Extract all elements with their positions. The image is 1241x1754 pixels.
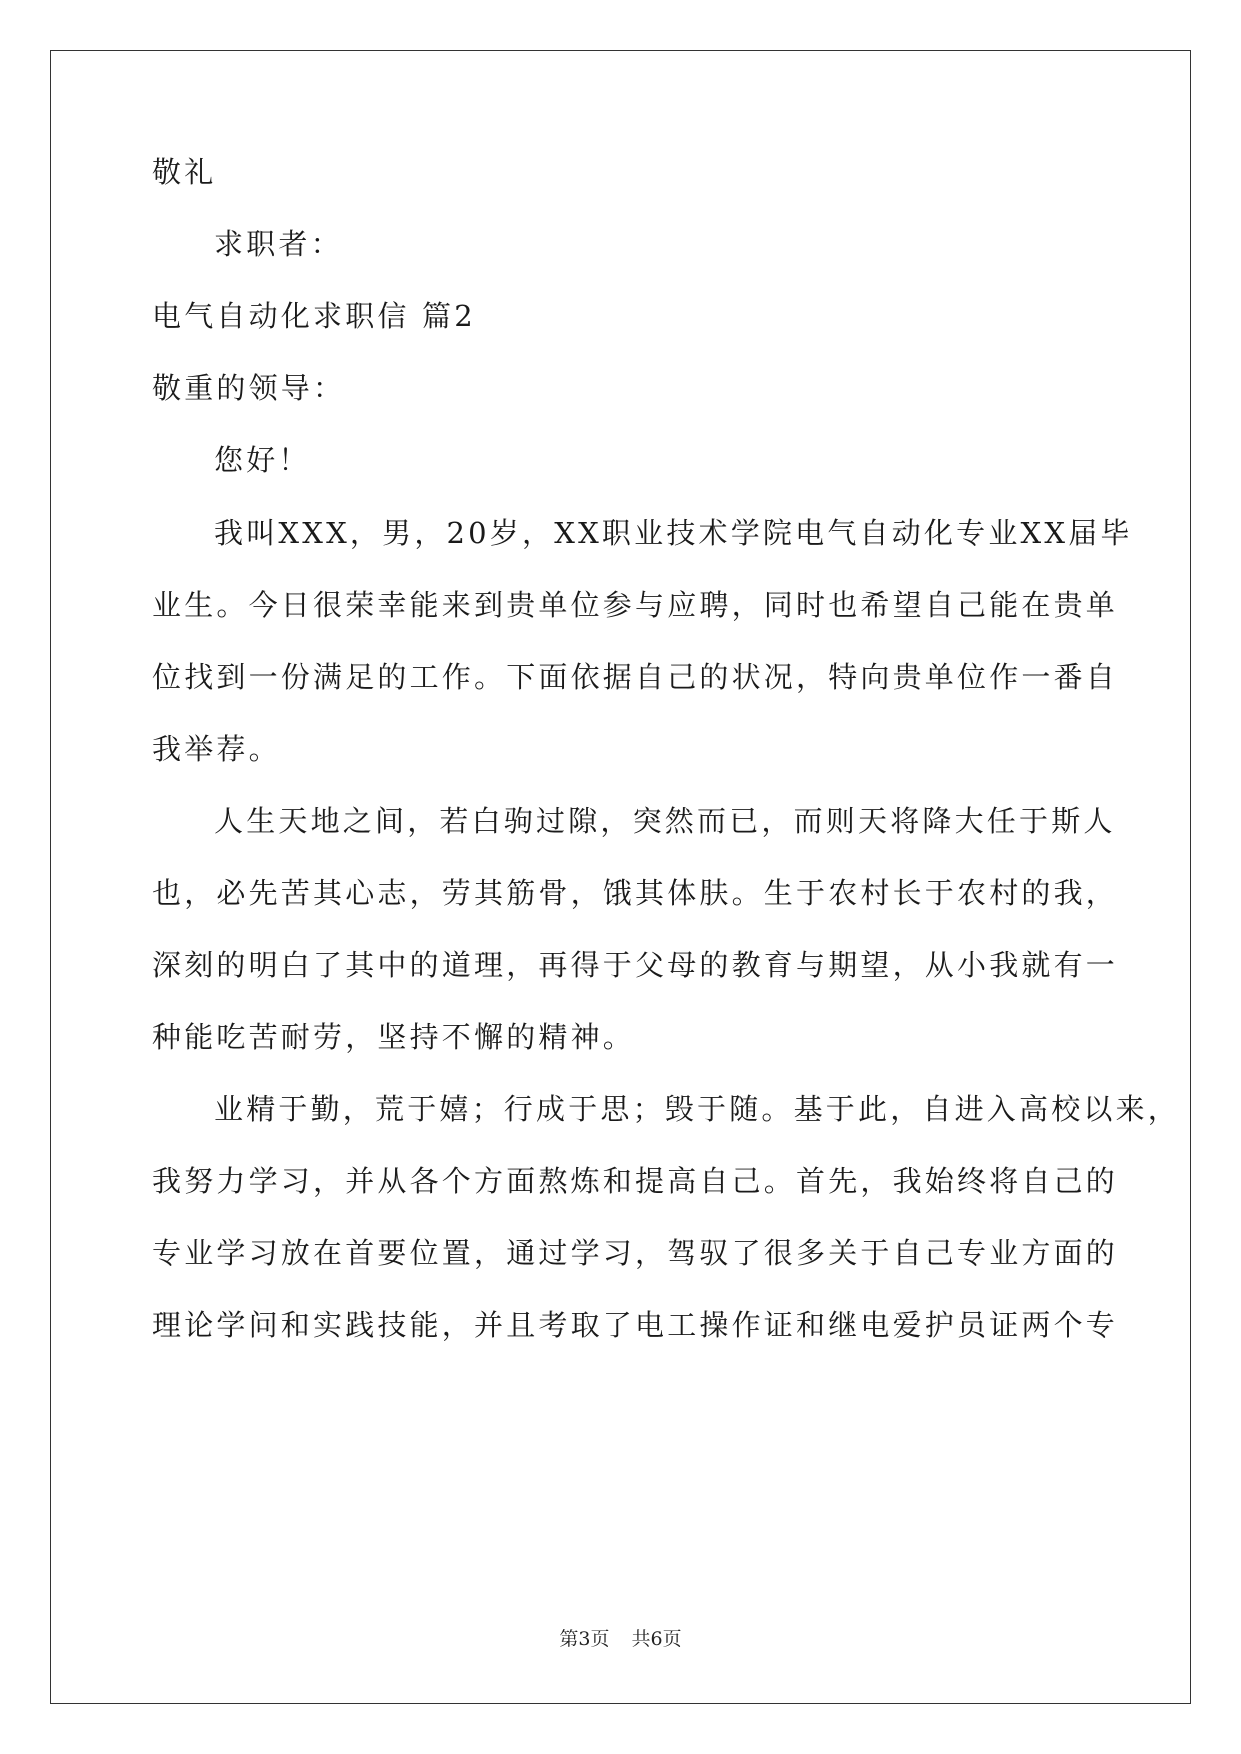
paragraph-line: 我叫XXX，男，20岁，XX职业技术学院电气自动化专业XX届毕 — [214, 516, 1133, 550]
paragraph-line: 理论学问和实践技能，并且考取了电工操作证和继电爱护员证两个专 — [152, 1308, 1119, 1342]
page-footer — [0, 1626, 1241, 1652]
paragraph-line: 我努力学习，并从各个方面熬炼和提高自己。首先，我始终将自己的 — [152, 1164, 1119, 1198]
paragraph-line: 专业学习放在首要位置，通过学习，驾驭了很多关于自己专业方面的 — [152, 1236, 1119, 1270]
paragraph-line: 也，必先苦其心志，劳其筋骨，饿其体肤。生于农村长于农村的我， — [152, 876, 1119, 910]
paragraph-line: 种能吃苦耐劳，坚持不懈的精神。 — [152, 1020, 636, 1054]
paragraph-line: 人生天地之间，若白驹过隙，突然而已，而则天将降大任于斯人 — [214, 804, 1116, 838]
letter-greeting: 敬重的领导： — [152, 371, 346, 405]
page-number-current: 第3页 — [559, 1628, 610, 1650]
page-number-total: 共6页 — [631, 1628, 682, 1650]
section-heading: 电气自动化求职信 篇2 — [152, 299, 476, 333]
signature-label: 求职者： — [214, 227, 343, 261]
paragraph-line: 业生。今日很荣幸能来到贵单位参与应聘，同时也希望自己能在贵单 — [152, 588, 1119, 622]
paragraph-line: 深刻的明白了其中的道理，再得于父母的教育与期望，从小我就有一 — [152, 948, 1119, 982]
closing-salutation: 敬礼 — [152, 155, 217, 189]
letter-hello: 您好！ — [214, 443, 311, 477]
paragraph-line: 我举荐。 — [152, 732, 281, 766]
paragraph-line: 业精于勤，荒于嬉；行成于思；毁于随。基于此，自进入高校以来， — [214, 1092, 1181, 1126]
paragraph-line: 位找到一份满足的工作。下面依据自己的状况，特向贵单位作一番自 — [152, 660, 1119, 694]
